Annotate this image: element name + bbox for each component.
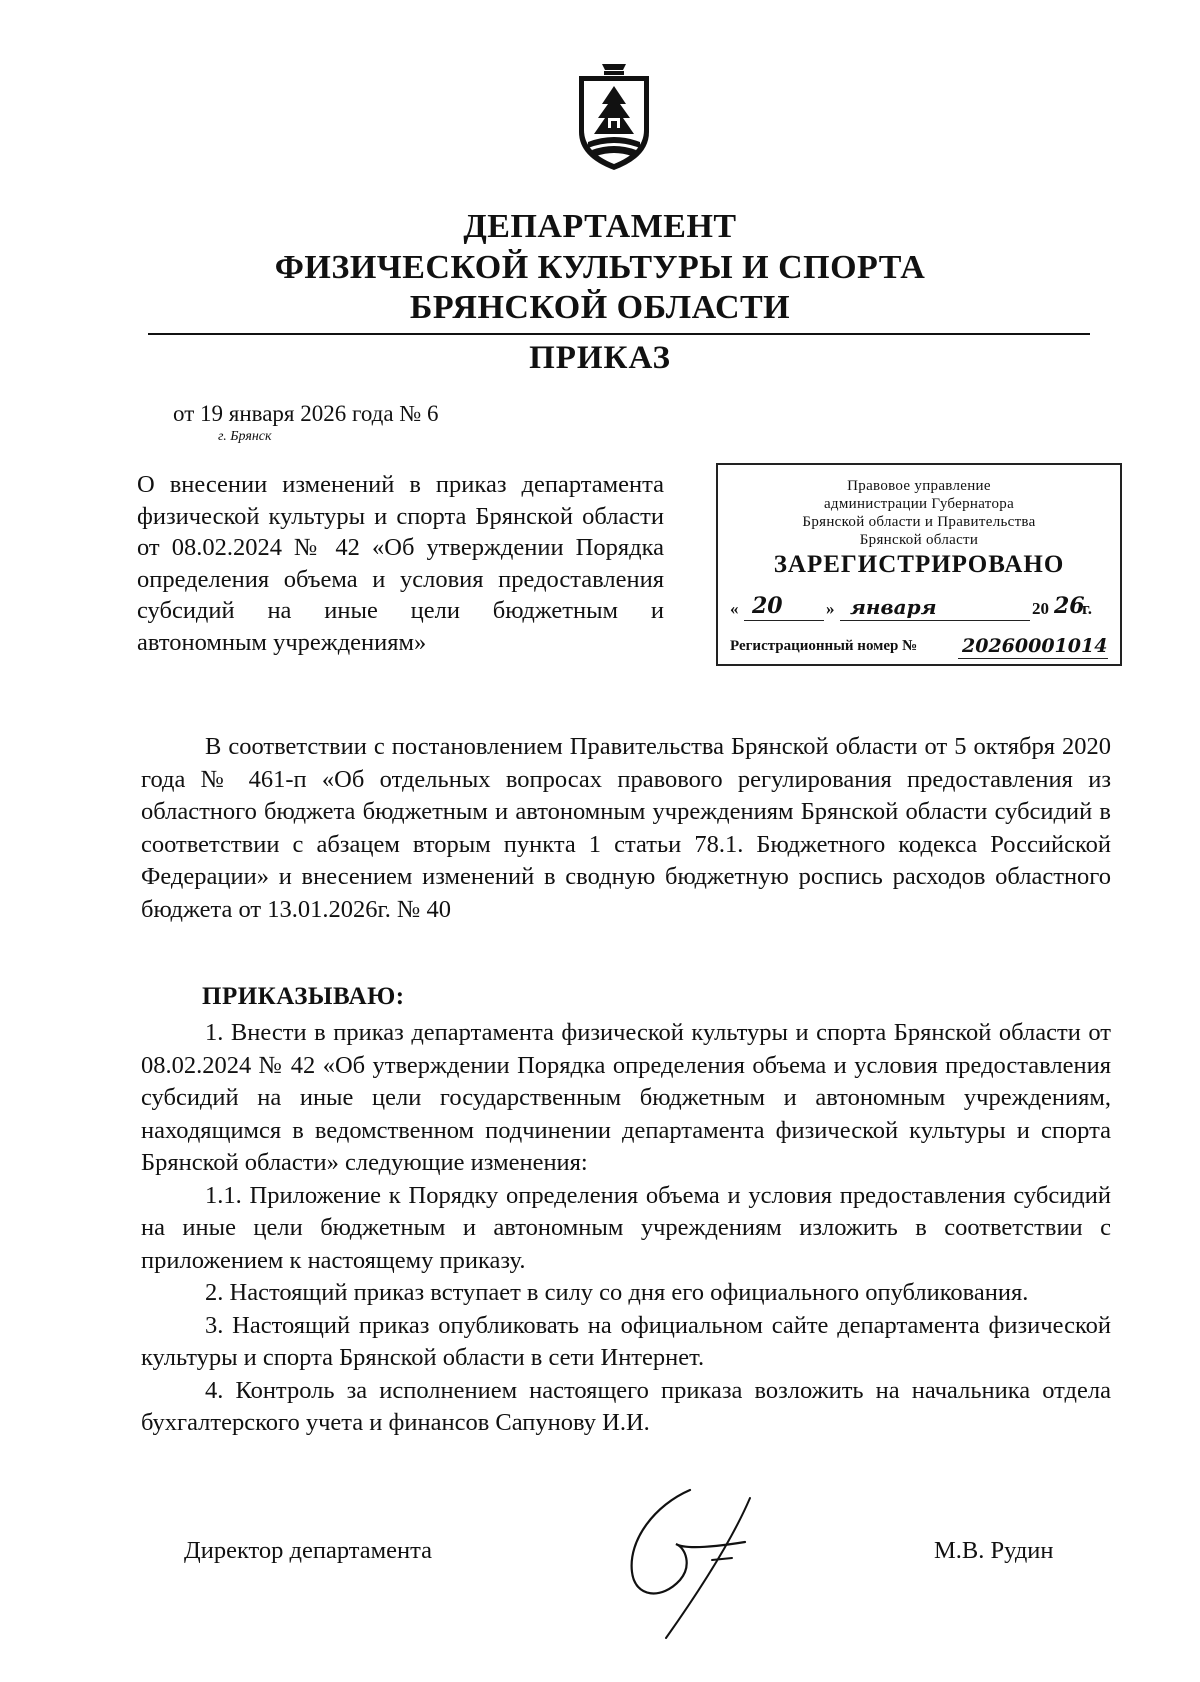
order-item-1-1: 1.1. Приложение к Порядку определения объема и условия предоставления субсидий на иные цели бюджетным и автономным учреждениям изложить в соответствии с приложением к настоящему приказу. (141, 1181, 1111, 1274)
header-divider (148, 333, 1090, 335)
document-type-title: ПРИКАЗ (529, 340, 671, 376)
stamp-registered-label: ЗАРЕГИСТРИРОВАНО (773, 551, 1065, 578)
coat-of-arms-icon (574, 62, 654, 172)
intro-paragraph: В соответствии с постановлением Правительства Брянской области от 5 октября 2020 года № 461-п «Об отдельных вопросах правового регулирования предоставления из областного бюджета бюджетным и автономным учреждениям Брянской области субсидий в соответствии с абзацем вторым пункта 1 статьи 78.1. Бюджетного кодекса Российской Федерации» и внесением изменений в сводную бюджетную роспись расходов областного бюджета от 13.01.2026г. № 40 (141, 733, 1111, 923)
org-name-line2: ФИЗИЧЕСКОЙ КУЛЬТУРЫ И СПОРТА (274, 249, 926, 286)
stamp-reg-number: 20260001014 (962, 635, 1108, 657)
registration-stamp (716, 463, 1122, 666)
stamp-day: 20 (752, 593, 783, 619)
document-subject: О внесении изменений в приказ департамента физической культуры и спорта Брянской области от 08.02.2024 № 42 «Об утверждении Порядка определения объема и условия предоставления субсидий на иные цели бюджетным и автономным учреждениям» (137, 471, 664, 656)
stamp-line2: администрации Губернатора (823, 496, 1015, 512)
stamp-line4: Брянской области (859, 532, 979, 548)
order-item-2: 2. Настоящий приказ вступает в силу со дня его официального опубликования. (205, 1279, 1029, 1306)
order-item-1: 1. Внести в приказ департамента физической культуры и спорта Брянской области от 08.02.2024 № 42 «Об утверждении Порядка определения объема и условия предоставления субсидий на иные цели государственным бюджетным и автономным учреждениям, находящимся в ведомственном подчинении департамента физической культуры и спорта Брянской области» следующие изменения: (141, 1019, 1111, 1176)
stamp-year-suffix: 26 (1054, 593, 1085, 619)
stamp-close-quote: » (826, 599, 835, 618)
stamp-date-row (730, 589, 1110, 623)
stamp-line1: Правовое управление (847, 478, 991, 494)
order-item-4: 4. Контроль за исполнением настоящего приказа возложить на начальника отдела бухгалтерского учета и финансов Сапунову И.И. (141, 1376, 1111, 1436)
stamp-reg-number-row (730, 631, 1110, 659)
org-name-line1: ДЕПАРТАМЕНТ (463, 208, 737, 245)
stamp-line3: Брянской области и Правительства (802, 514, 1036, 530)
stamp-year-unit: г. (1082, 599, 1093, 618)
order-items (141, 1017, 1111, 1440)
order-heading: ПРИКАЗЫВАЮ: (202, 983, 405, 1010)
stamp-reg-label: Регистрационный номер № (730, 638, 918, 654)
stamp-month: января (850, 595, 937, 619)
signatory-name: М.В. Рудин (934, 1537, 1054, 1564)
signatory-role: Директор департамента (184, 1537, 433, 1564)
handwritten-signature (600, 1480, 800, 1650)
document-city: г. Брянск (218, 429, 272, 444)
org-name-line3: БРЯНСКОЙ ОБЛАСТИ (409, 289, 791, 326)
stamp-open-quote: « (730, 599, 739, 618)
order-item-3: 3. Настоящий приказ опубликовать на официальном сайте департамента физической культуры и спорта Брянской области в сети Интернет. (141, 1311, 1111, 1371)
document-date-number: от 19 января 2026 года № 6 (173, 401, 439, 426)
stamp-year-prefix: 20 (1032, 599, 1049, 618)
